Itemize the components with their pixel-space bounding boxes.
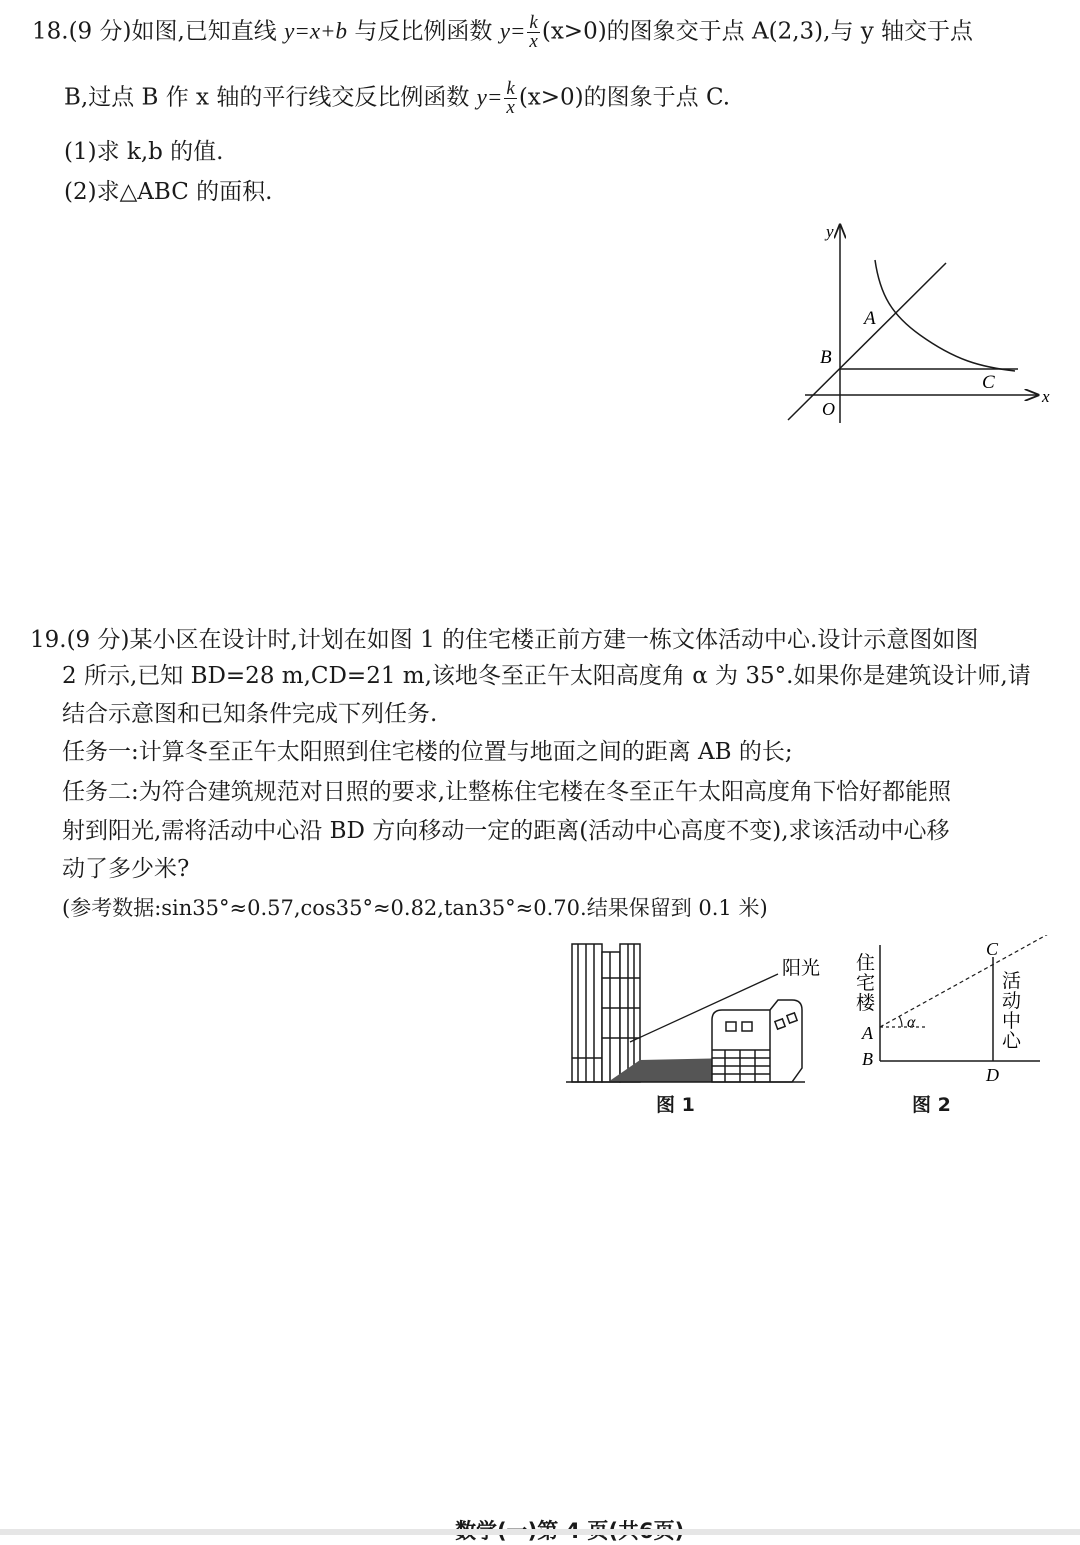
q19-task1: 任务一:计算冬至正午太阳照到住宅楼的位置与地面之间的距离 AB 的长;	[62, 739, 793, 765]
center-label-char: 中	[1002, 1011, 1022, 1032]
label-b: B	[862, 1049, 873, 1069]
center-label-char: 活	[1002, 971, 1022, 992]
center-label-char: 动	[1002, 991, 1022, 1012]
q18-graph	[780, 215, 1060, 430]
label-d: D	[986, 1065, 999, 1085]
fraction-denominator: x	[506, 97, 515, 118]
residential-building	[572, 944, 640, 1082]
sun-ray-dashed	[880, 935, 1050, 1027]
center-label-char: 心	[1002, 1031, 1022, 1052]
q18-part2: (2)求△ABC 的面积.	[64, 179, 273, 205]
sunlight-label: 阳光	[782, 958, 821, 979]
fig2-caption: 图 2	[912, 1094, 951, 1116]
q19-reference-data: (参考数据:sin35°≈0.57,cos35°≈0.82,tan35°≈0.70.结果保留到 0.1 米)	[62, 896, 768, 920]
bottom-bar	[0, 1529, 1080, 1535]
label-c: C	[986, 939, 999, 959]
label-y: y	[826, 222, 834, 241]
q18-line1	[32, 14, 973, 51]
q19-task2-line2: 射到阳光,需将活动中心沿 BD 方向移动一定的距离(活动中心高度不变),求该活动中心移	[62, 818, 950, 844]
label-c: C	[982, 372, 995, 393]
q18-part1: (1)求 k,b 的值.	[64, 139, 224, 165]
label-a: A	[862, 1023, 873, 1043]
q19-line2: 2 所示,已知 BD=28 m,CD=21 m,该地冬至正午太阳高度角 α 为 35°.如果你是建筑设计师,请	[62, 663, 1031, 689]
alpha-label: α	[907, 1014, 916, 1031]
q18-fraction	[504, 80, 516, 117]
q18-text: (x>0)的图象交于点 A(2,3),与 y 轴交于点	[541, 18, 974, 45]
activity-center	[712, 1000, 802, 1082]
hyperbola-curve	[875, 260, 1015, 371]
q18-line2	[64, 80, 730, 117]
label-a: A	[864, 308, 876, 329]
building-label-char: 楼	[856, 993, 876, 1014]
fraction-numerator: k	[529, 12, 538, 33]
q19-line1: 19.(9 分)某小区在设计时,计划在如图 1 的住宅楼正前方建一栋文体活动中心.设计示意图如图	[30, 627, 979, 653]
label-o: O	[822, 399, 835, 419]
q19-task2-line1: 任务二:为符合建筑规范对日照的要求,让整栋住宅楼在冬至正午太阳高度角下恰好都能照	[62, 779, 952, 805]
angle-arc	[899, 1016, 902, 1027]
q18-fraction	[527, 14, 539, 51]
fraction-denominator: x	[529, 31, 538, 52]
q18-function-y: y=	[499, 18, 526, 44]
fig2-diagram	[850, 935, 1055, 1085]
q19-line3: 结合示意图和已知条件完成下列任务.	[62, 701, 438, 727]
q18-line-equation: y=x+b	[284, 18, 348, 44]
fraction-numerator: k	[506, 78, 515, 99]
q18-text: 与反比例函数	[347, 18, 500, 45]
building-label-char: 住	[856, 953, 876, 974]
q18-text: (x>0)的图象于点 C.	[518, 84, 731, 111]
fig1-caption: 图 1	[656, 1094, 695, 1116]
fig1-illustration	[560, 938, 850, 1088]
q18-text: B,过点 B 作 x 轴的平行线交反比例函数	[64, 84, 477, 111]
building-label-char: 宅	[856, 973, 876, 994]
line-y-x-plus-b	[788, 263, 946, 420]
label-x: x	[1042, 387, 1050, 406]
q18-function-y: y=	[476, 84, 503, 110]
q19-task2-line3: 动了多少米?	[62, 856, 190, 882]
q18-text: 18.(9 分)如图,已知直线	[32, 18, 285, 45]
label-b: B	[820, 347, 832, 368]
